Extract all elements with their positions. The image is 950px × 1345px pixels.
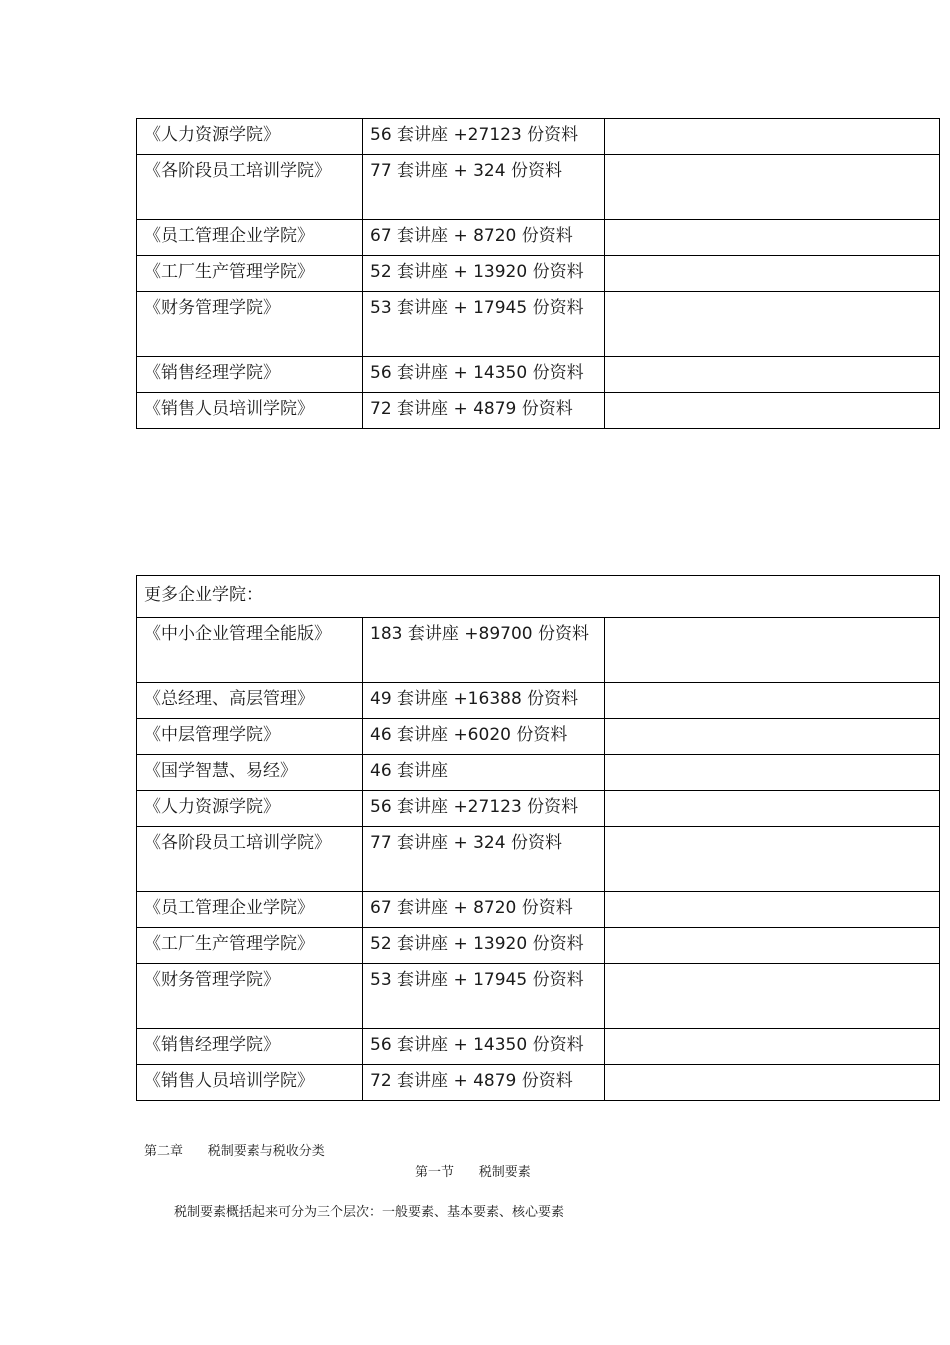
academy-note	[605, 964, 940, 1029]
academy-name: 《销售人员培训学院》	[137, 1065, 363, 1101]
body-paragraph: 税制要素概括起来可分为三个层次：一般要素、基本要素、核心要素	[174, 1205, 565, 1220]
academy-info: 183 套讲座 +89700 份资料	[363, 618, 605, 683]
academy-name: 《人力资源学院》	[137, 119, 363, 155]
academy-name: 《总经理、高层管理》	[137, 683, 363, 719]
academy-name: 《财务管理学院》	[137, 964, 363, 1029]
table-row	[137, 892, 940, 928]
academy-note	[605, 119, 940, 155]
table-row	[137, 1029, 940, 1065]
academy-name: 《中小企业管理全能版》	[137, 618, 363, 683]
table-row	[137, 719, 940, 755]
academy-note	[605, 928, 940, 964]
academy-note	[605, 755, 940, 791]
academy-info: 77 套讲座 + 324 份资料	[363, 155, 605, 220]
academy-name: 《员工管理企业学院》	[137, 892, 363, 928]
academy-note	[605, 220, 940, 256]
chapter-heading: 第二章 税制要素与税收分类	[144, 1144, 325, 1159]
table-row	[137, 256, 940, 292]
academy-info: 46 套讲座	[363, 755, 605, 791]
academy-note	[605, 683, 940, 719]
table-row	[137, 928, 940, 964]
academy-note	[605, 618, 940, 683]
academy-table-2	[136, 575, 940, 1101]
table-row	[137, 393, 940, 429]
academy-note	[605, 892, 940, 928]
academy-name: 《国学智慧、易经》	[137, 755, 363, 791]
table-row	[137, 155, 940, 220]
academy-info: 77 套讲座 + 324 份资料	[363, 827, 605, 892]
table-row	[137, 964, 940, 1029]
academy-info: 56 套讲座 +27123 份资料	[363, 119, 605, 155]
table-row	[137, 1065, 940, 1101]
table-row	[137, 357, 940, 393]
academy-name: 《各阶段员工培训学院》	[137, 827, 363, 892]
academy-info: 52 套讲座 + 13920 份资料	[363, 928, 605, 964]
academy-table-1	[136, 118, 940, 429]
academy-info: 56 套讲座 + 14350 份资料	[363, 1029, 605, 1065]
academy-note	[605, 719, 940, 755]
academy-note	[605, 1065, 940, 1101]
table-row	[137, 292, 940, 357]
academy-note	[605, 1029, 940, 1065]
academy-name: 《销售经理学院》	[137, 357, 363, 393]
academy-info: 56 套讲座 + 14350 份资料	[363, 357, 605, 393]
academy-note	[605, 292, 940, 357]
academy-note	[605, 256, 940, 292]
academy-info: 49 套讲座 +16388 份资料	[363, 683, 605, 719]
table-header: 更多企业学院：	[137, 576, 940, 618]
academy-name: 《销售人员培训学院》	[137, 393, 363, 429]
table-row	[137, 220, 940, 256]
academy-note	[605, 357, 940, 393]
academy-name: 《各阶段员工培训学院》	[137, 155, 363, 220]
academy-name: 《人力资源学院》	[137, 791, 363, 827]
table-row	[137, 791, 940, 827]
academy-name: 《工厂生产管理学院》	[137, 928, 363, 964]
table-row	[137, 618, 940, 683]
academy-info: 72 套讲座 + 4879 份资料	[363, 393, 605, 429]
academy-note	[605, 155, 940, 220]
academy-name: 《工厂生产管理学院》	[137, 256, 363, 292]
academy-info: 46 套讲座 +6020 份资料	[363, 719, 605, 755]
academy-info: 56 套讲座 +27123 份资料	[363, 791, 605, 827]
academy-info: 52 套讲座 + 13920 份资料	[363, 256, 605, 292]
academy-info: 53 套讲座 + 17945 份资料	[363, 292, 605, 357]
academy-info: 67 套讲座 + 8720 份资料	[363, 892, 605, 928]
academy-info: 72 套讲座 + 4879 份资料	[363, 1065, 605, 1101]
academy-info: 67 套讲座 + 8720 份资料	[363, 220, 605, 256]
table-row	[137, 755, 940, 791]
table-row	[137, 119, 940, 155]
section-heading: 第一节 税制要素	[415, 1165, 531, 1180]
academy-note	[605, 827, 940, 892]
academy-name: 《员工管理企业学院》	[137, 220, 363, 256]
academy-name: 《中层管理学院》	[137, 719, 363, 755]
table-row	[137, 827, 940, 892]
academy-note	[605, 791, 940, 827]
academy-name: 《销售经理学院》	[137, 1029, 363, 1065]
table-row	[137, 683, 940, 719]
academy-note	[605, 393, 940, 429]
academy-info: 53 套讲座 + 17945 份资料	[363, 964, 605, 1029]
table-header-row	[137, 576, 940, 618]
academy-name: 《财务管理学院》	[137, 292, 363, 357]
